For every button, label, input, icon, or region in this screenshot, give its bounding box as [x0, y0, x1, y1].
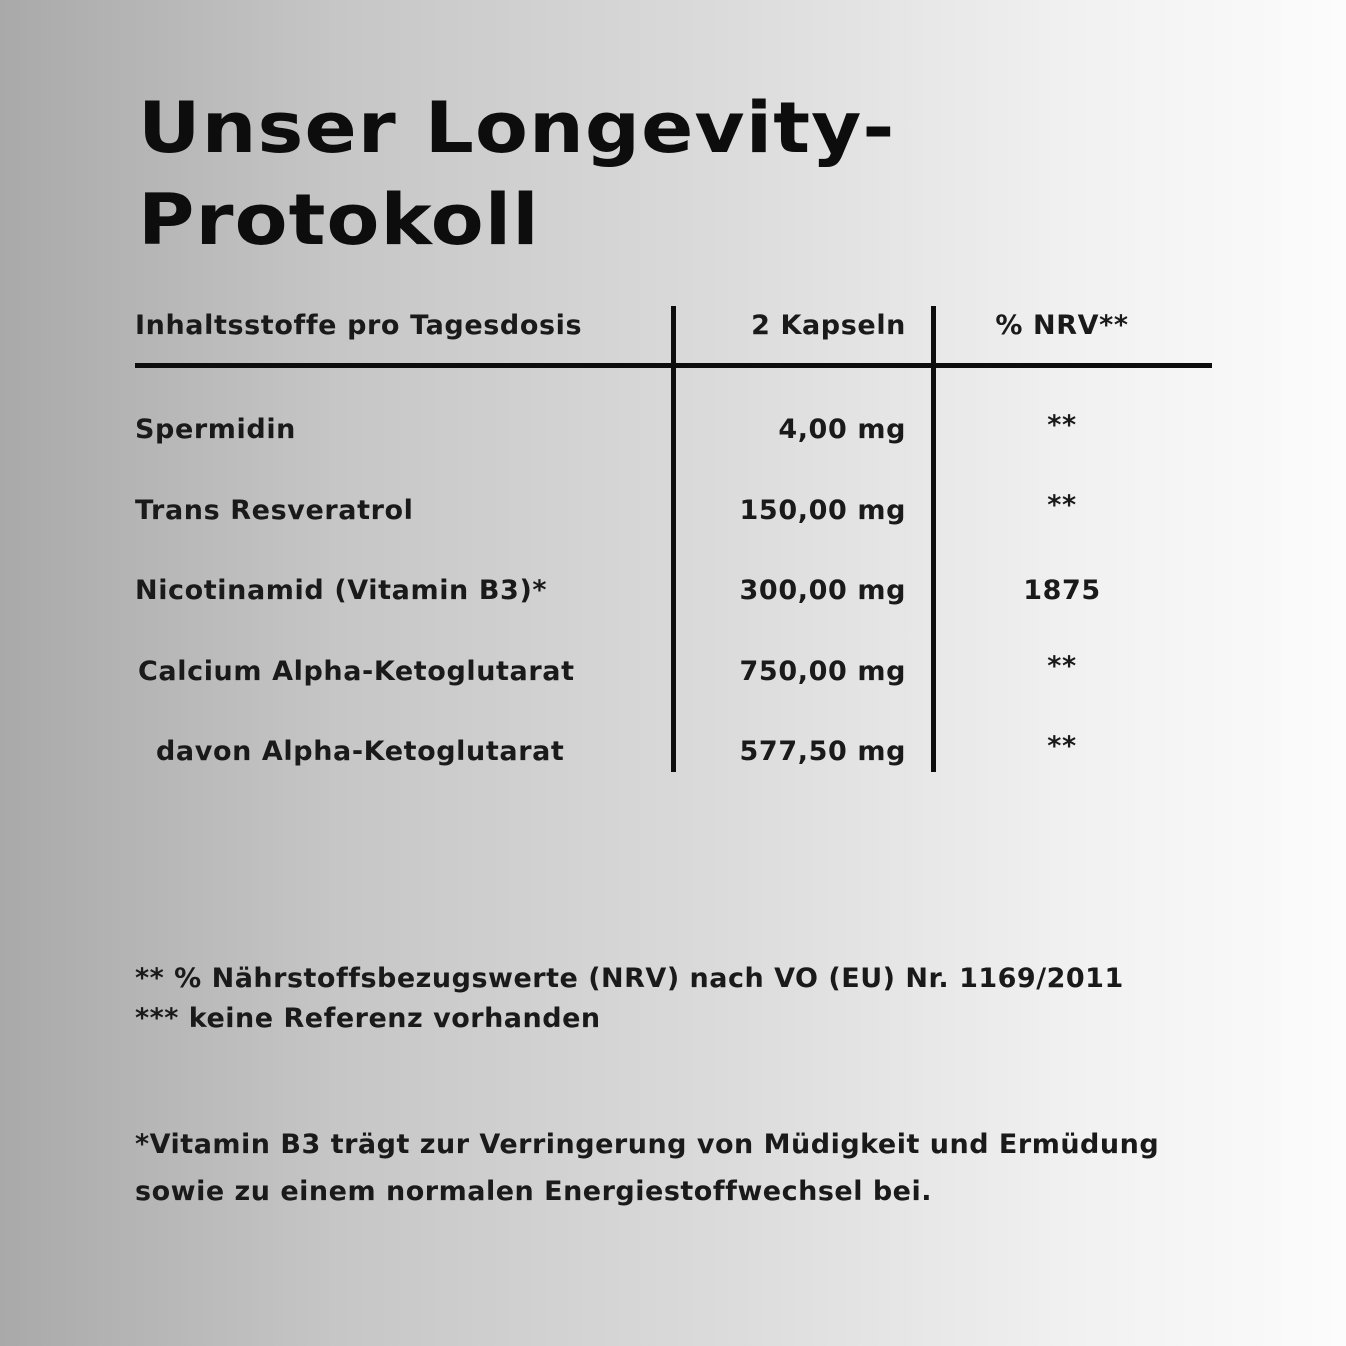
- header-amount: 2 Kapseln: [751, 310, 906, 341]
- nrv-footnote: ** % Nährstoffsbezugswerte (NRV) nach VO (EU) Nr. 1169/2011: [135, 963, 1124, 994]
- ingredient-nrv: **: [1047, 490, 1077, 521]
- ingredient-amount: 577,50 mg: [739, 736, 906, 767]
- ingredient-amount: 750,00 mg: [739, 656, 906, 687]
- page-title: [138, 82, 895, 266]
- ingredient-amount: 300,00 mg: [739, 575, 906, 606]
- ingredient-amount: 150,00 mg: [739, 495, 906, 526]
- ingredient-name: Calcium Alpha-Ketoglutarat: [138, 656, 575, 687]
- ingredient-name: Trans Resveratrol: [135, 495, 414, 526]
- ingredient-name: Nicotinamid (Vitamin B3)*: [135, 575, 548, 606]
- vitamin-b3-note-line-2: sowie zu einem normalen Energiestoffwechsel bei.: [135, 1176, 933, 1207]
- column-divider-1: [671, 306, 676, 772]
- ingredient-nrv: **: [1047, 731, 1077, 762]
- no-reference-footnote: *** keine Referenz vorhanden: [135, 1003, 601, 1034]
- vitamin-b3-note-line-1: *Vitamin B3 trägt zur Verringerung von Müdigkeit und Ermüdung: [135, 1129, 1160, 1160]
- header-nrv: % NRV**: [995, 310, 1129, 341]
- ingredient-nrv: **: [1047, 410, 1077, 441]
- ingredient-name: Spermidin: [135, 414, 296, 445]
- ingredient-nrv: **: [1047, 651, 1077, 682]
- ingredient-name: davon Alpha-Ketoglutarat: [156, 736, 565, 767]
- page-title-line-2: Protokoll: [138, 179, 540, 261]
- header-ingredient: Inhaltsstoffe pro Tagesdosis: [135, 310, 583, 341]
- ingredient-amount: 4,00 mg: [778, 414, 906, 445]
- ingredient-nrv: 1875: [1023, 575, 1101, 606]
- column-divider-2: [931, 306, 936, 772]
- page-title-line-1: Unser Longevity-: [138, 87, 896, 169]
